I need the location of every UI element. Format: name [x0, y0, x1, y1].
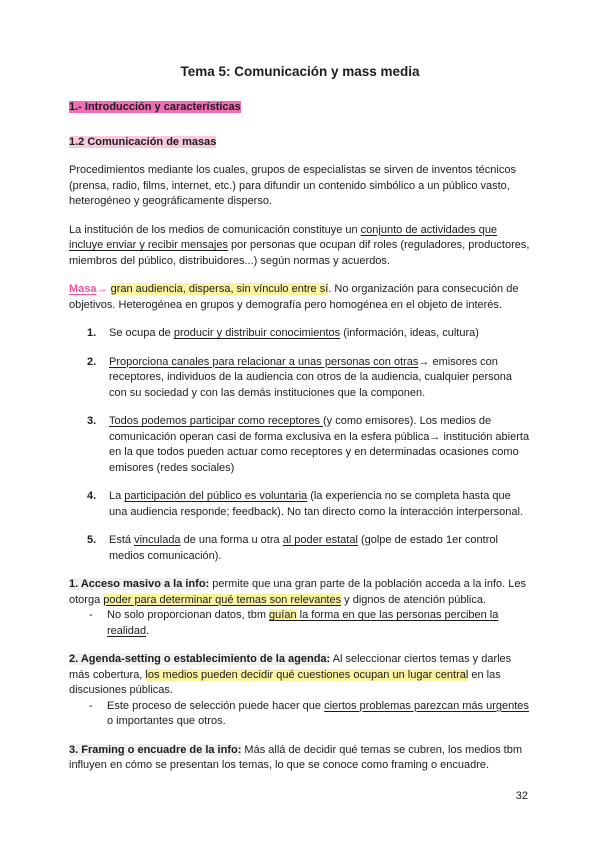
- text-run: .: [146, 624, 150, 637]
- text-run: en las discusiones públicas.: [69, 668, 501, 696]
- item-text: [109, 414, 531, 476]
- text-run: La: [109, 490, 125, 502]
- document-body: [69, 100, 531, 774]
- list-item: [69, 355, 531, 402]
- text-run: (golpe de estado 1er control medios comunicación).: [109, 534, 498, 562]
- text-run: permite que una gran parte de la población acceda a la info. Les otorga: [69, 578, 526, 606]
- text-run: Se ocupa de: [109, 327, 174, 339]
- text-run: o importantes que otros.: [107, 715, 226, 727]
- text-run: vinculada: [134, 534, 181, 546]
- page-number: 32: [515, 790, 528, 802]
- list-number: 3.: [87, 415, 97, 427]
- text-run: Proporciona canales para relacionar a unas personas con otras: [109, 355, 419, 368]
- paragraph: [69, 652, 531, 699]
- bullet-marker: -: [89, 699, 93, 712]
- text-run: Más allá de decidir qué temas se cubren, los medios tbm influyen en cómo se presentan los temas, lo que se conoce como framing o encuadre.: [69, 743, 523, 771]
- item-text: [107, 608, 531, 639]
- text-run: Todos podemos participar como receptores: [109, 415, 323, 427]
- text-run: Procedimientos mediante los cuales, grupos de especialistas se sirven de inventos técnicos (prensa, radio, films, internet, etc.) para difundir un contenido simbólico a un público vasto, heterogéneo y geográficamente disperso.: [69, 164, 516, 207]
- list-number: 5.: [87, 534, 97, 546]
- list-item: [69, 533, 531, 564]
- text-run: Está: [109, 534, 135, 546]
- bullet-item: [69, 699, 531, 730]
- list-number: 4.: [87, 490, 97, 502]
- paragraph: [69, 163, 531, 210]
- text-run: por personas que ocupan dif roles (reguladores, productores, miembros del público, distribuidores...) según normas y acuerdos.: [69, 239, 530, 267]
- document-title: Tema 5: Comunicación y mass media: [180, 64, 420, 79]
- text-run: producir y distribuir conocimientos: [173, 327, 341, 339]
- text-run: →: [96, 283, 108, 295]
- item-text: [109, 533, 531, 564]
- text-run: al poder estatal: [282, 534, 358, 546]
- text-run: de una forma u otra: [180, 534, 283, 546]
- list-number: 2.: [87, 355, 97, 368]
- text-run: 1.- Introducción y características: [69, 101, 241, 113]
- text-run: → emisores con receptores, individuos de la audiencia con otros de la audiencia, cualquier persona con su sociedad y con las demás instituciones que la componen.: [109, 355, 512, 399]
- bullet-item: [69, 608, 531, 639]
- list-item: [69, 326, 531, 342]
- text-run: Al seleccionar ciertos temas y darles más cobertura,: [69, 653, 512, 681]
- text-run: 1. Acceso masivo a la info:: [69, 578, 210, 590]
- paragraph: [69, 223, 531, 270]
- text-run: Masa: [69, 283, 97, 295]
- text-run: (información, ideas, cultura): [340, 327, 479, 339]
- text-run: guían: [269, 609, 297, 621]
- paragraph: [69, 577, 531, 608]
- paragraph: [69, 743, 531, 774]
- text-run: (y como emisores). Los medios de comunicación operan casi de forma exclusiva en la esfera pública→ institución abierta en la que todos pueden actuar como receptores y en determinadas ocasiones como emisores (redes sociales): [109, 415, 530, 474]
- item-text: [107, 699, 531, 730]
- text-run: gran audiencia, dispersa, sin vínculo entre sí: [110, 283, 329, 295]
- text-run: poder para determinar qué temas son relevantes: [103, 593, 342, 606]
- list-item: [69, 414, 531, 476]
- bullet-marker: -: [89, 609, 93, 621]
- text-run: . No organización para consecución de objetivos. Heterogénea en grupos y demografía pero homogénea en el objeto de interés.: [69, 283, 519, 311]
- heading: [69, 100, 531, 116]
- text-run: 3. Framing o encuadre de la info:: [69, 743, 242, 756]
- item-text: [109, 489, 531, 520]
- text-run: (la experiencia no se completa hasta que una audiencia responde; feedback). No tan directo como la interacción interpersonal.: [109, 490, 523, 518]
- text-run: la forma en que las personas perciben la realidad: [107, 609, 499, 637]
- list-item: [69, 489, 531, 520]
- text-run: Este proceso de selección puede hacer que: [107, 699, 325, 712]
- text-run: participación del público es voluntaria: [124, 490, 308, 502]
- text-run: 2. Agenda-setting o establecimiento de la agenda:: [69, 653, 331, 665]
- text-run: 1.2 Comunicación de masas: [69, 135, 217, 148]
- text-run: y dignos de atención pública.: [341, 593, 487, 606]
- list-number: 1.: [87, 327, 97, 339]
- item-text: [109, 326, 531, 342]
- text-run: los medios pueden decidir qué cuestiones ocupan un lugar central: [145, 668, 469, 681]
- text-run: La institución de los medios de comunicación constituye un: [69, 223, 361, 236]
- item-text: [109, 355, 531, 402]
- text-run: conjunto de actividades que incluye enviar y recibir mensajes: [69, 223, 498, 251]
- heading: [69, 135, 531, 151]
- text-run: ciertos problemas parezcan más urgentes: [324, 699, 529, 712]
- text-run: No solo proporcionan datos, tbm: [107, 609, 270, 621]
- paragraph: [69, 282, 531, 313]
